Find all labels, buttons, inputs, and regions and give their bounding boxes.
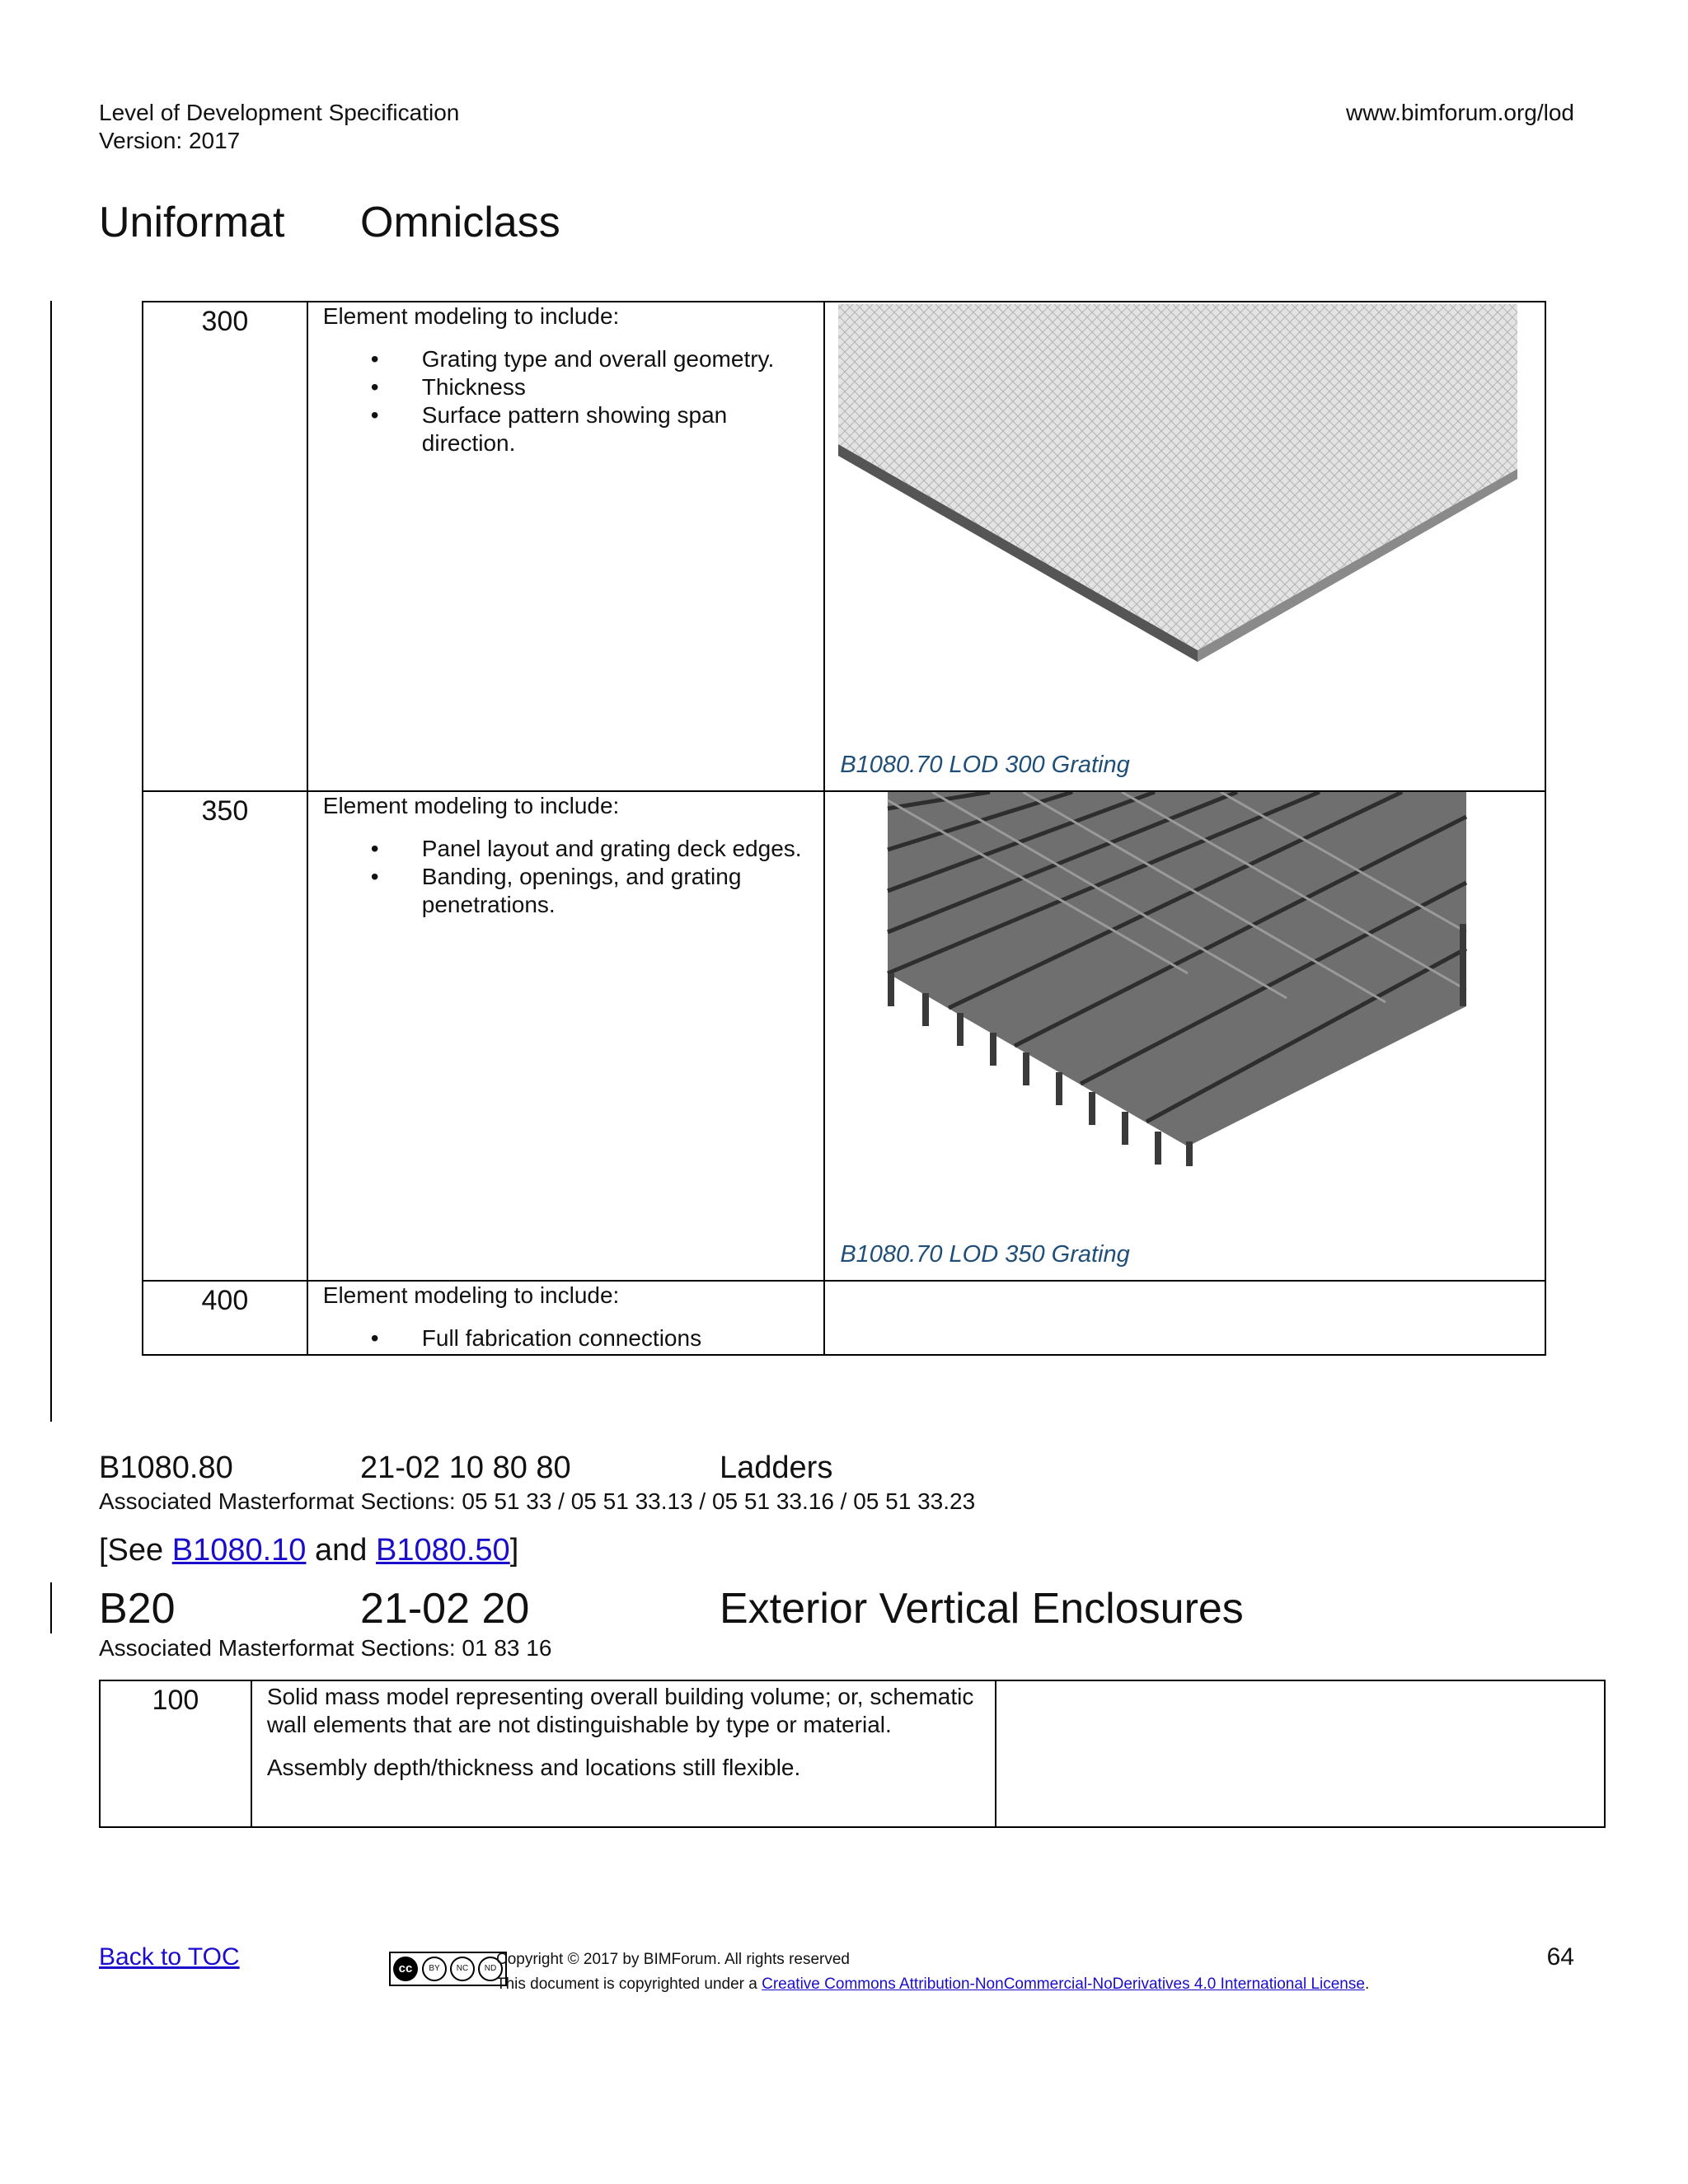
- list-item: • Banding, openings, and grating penetrations.: [323, 863, 811, 919]
- lod-description: [251, 1680, 996, 1827]
- b20-masterformat: Associated Masterformat Sections: 01 83 16: [99, 1635, 552, 1661]
- link-b1080-50[interactable]: B1080.50: [375, 1533, 510, 1568]
- header-url: www.bimforum.org/lod: [1346, 100, 1574, 125]
- ladders-title: Ladders: [720, 1451, 833, 1485]
- description-paragraph: Assembly depth/thickness and locations still flexible.: [266, 1755, 801, 1780]
- see-also: [See B1080.10 and B1080.50]: [99, 1533, 519, 1568]
- copyright-notice: Copyright © 2017 by BIMForum. All rights reserved: [496, 1951, 851, 1968]
- list-item: • Grating type and overall geometry.: [323, 345, 811, 373]
- ladders-masterformat: Associated Masterformat Sections: 05 51 33 / 05 51 33.13 / 05 51 33.16 / 05 51 33.23: [99, 1488, 976, 1514]
- grating-lod-table: [142, 301, 1546, 1356]
- lod-level: 300: [143, 302, 307, 791]
- lod-level: 400: [143, 1281, 307, 1355]
- change-bar: [50, 301, 52, 1422]
- table-row: [143, 302, 1545, 791]
- figure-caption: B1080.70 LOD 300 Grating: [840, 752, 1130, 778]
- spec-title: Level of Development Specification: [99, 100, 460, 125]
- link-b1080-10[interactable]: B1080.10: [171, 1533, 307, 1568]
- description-intro: Element modeling to include:: [322, 793, 620, 818]
- table-row: [100, 1680, 1605, 1827]
- description-intro: Element modeling to include:: [322, 303, 620, 329]
- grating-350-image: [825, 792, 1545, 1171]
- bullet-list: [323, 1324, 811, 1352]
- lod-level: 350: [143, 791, 307, 1281]
- bullet-list: [323, 835, 811, 919]
- b20-uniformat-code: B20: [99, 1585, 176, 1633]
- ladders-omniclass-code: 21-02 10 80 80: [360, 1451, 571, 1485]
- license-link[interactable]: Creative Commons Attribution-NonCommercial-NoDerivatives 4.0 International License: [762, 1975, 1365, 1993]
- b20-omniclass-code: 21-02 20: [360, 1585, 530, 1633]
- image-cell: [824, 1281, 1545, 1355]
- description-intro: Element modeling to include:: [322, 1282, 620, 1308]
- lod-description: [307, 1281, 825, 1355]
- cc-license-badge[interactable]: [389, 1952, 507, 1986]
- list-item: • Surface pattern showing span direction.: [323, 401, 811, 457]
- version-label: Version: 2017: [99, 128, 241, 153]
- change-bar: [50, 1582, 52, 1633]
- bullet-list: [323, 345, 811, 457]
- list-item: • Panel layout and grating deck edges.: [323, 835, 811, 863]
- by-icon: BY: [422, 1957, 447, 1981]
- list-item: • Thickness: [323, 373, 811, 401]
- ladders-uniformat-code: B1080.80: [99, 1451, 233, 1485]
- back-to-toc-link[interactable]: Back to TOC: [99, 1943, 240, 1971]
- b20-lod-table: [99, 1680, 1606, 1828]
- nd-icon: ND: [478, 1957, 503, 1981]
- description-paragraph: Solid mass model representing overall building volume; or, schematic wall elements that are not distinguishable by type or material.: [266, 1684, 974, 1737]
- table-row: [143, 791, 1545, 1281]
- b20-title: Exterior Vertical Enclosures: [720, 1585, 1244, 1633]
- table-row: [143, 1281, 1545, 1355]
- figure-caption: B1080.70 LOD 350 Grating: [840, 1241, 1130, 1268]
- omniclass-heading: Omniclass: [360, 199, 560, 246]
- uniformat-heading: Uniformat: [99, 199, 285, 246]
- grating-300-image: [825, 302, 1545, 731]
- page-number: 64: [1546, 1943, 1574, 1971]
- lod-description: [307, 302, 825, 791]
- image-cell: [824, 791, 1545, 1281]
- image-cell: [824, 302, 1545, 791]
- image-cell: [996, 1680, 1605, 1827]
- lod-level: 100: [100, 1680, 251, 1827]
- license-notice: This document is copyrighted under a Creative Commons Attribution-NonCommercial-NoDerivatives 4.0 International License.: [496, 1975, 1370, 1993]
- list-item: • Full fabrication connections: [323, 1324, 811, 1352]
- nc-icon: NC: [450, 1957, 475, 1981]
- cc-icon: cc: [393, 1957, 418, 1981]
- lod-description: [307, 791, 825, 1281]
